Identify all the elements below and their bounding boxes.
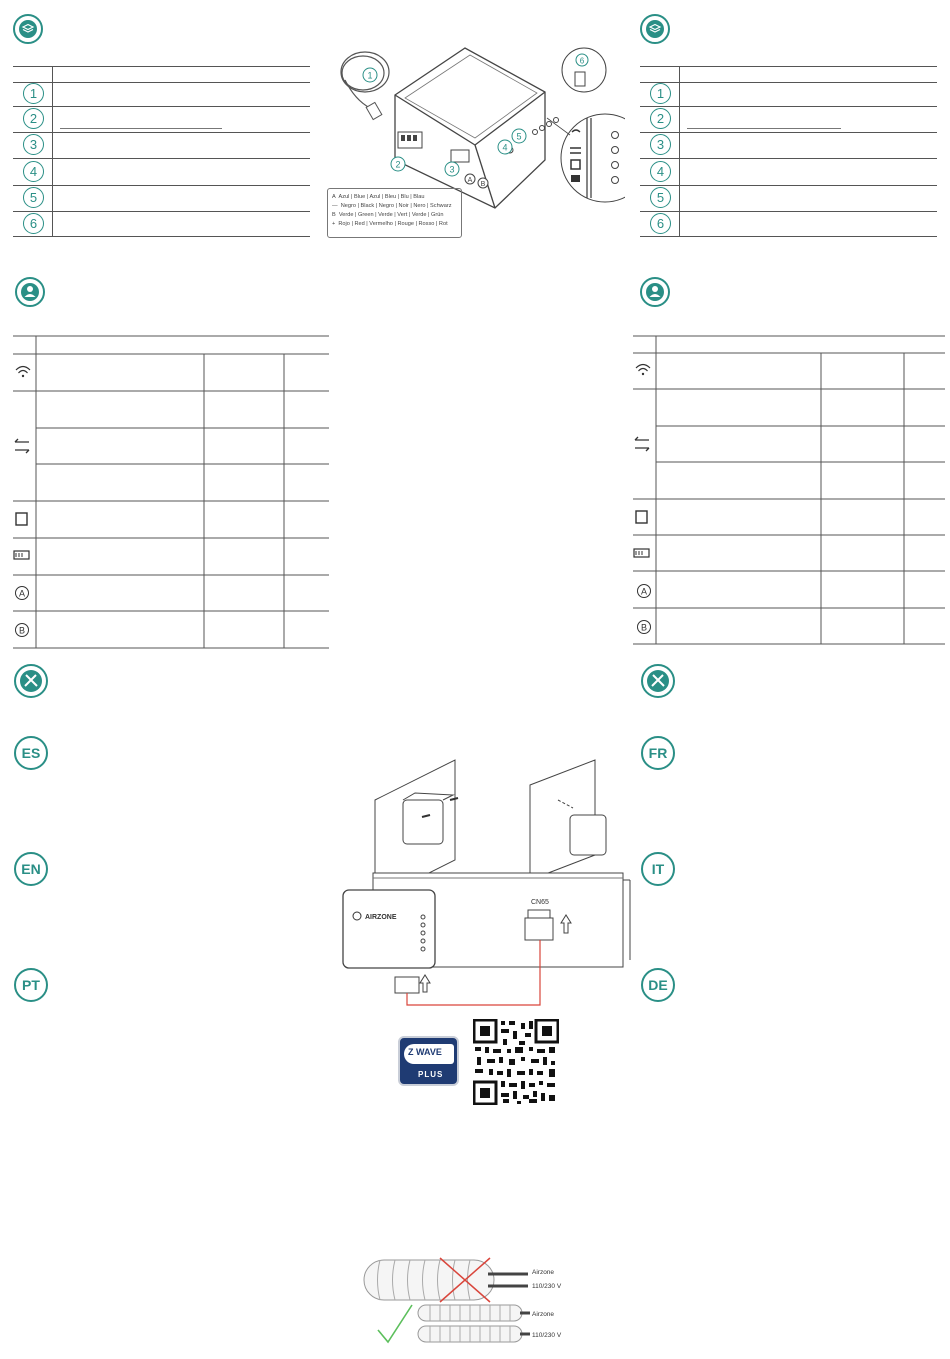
cable-label: 110/230 V bbox=[532, 1283, 562, 1290]
part-number: 5 bbox=[650, 187, 671, 208]
callout-2: 2 bbox=[395, 159, 401, 170]
language-badge-fr: FR bbox=[641, 736, 675, 770]
callout-4: 4 bbox=[502, 142, 508, 153]
qr-code bbox=[473, 1019, 559, 1105]
parts-table-left bbox=[13, 52, 310, 237]
cable-label: Airzone bbox=[532, 1269, 555, 1276]
cable-label: Airzone bbox=[532, 1311, 555, 1318]
legend-item: B Verde | Green | Verde | Vert | Verde | Grün bbox=[332, 212, 444, 218]
led-table-right bbox=[633, 335, 945, 645]
cable-color-legend bbox=[327, 188, 462, 238]
led-row-a: A bbox=[640, 586, 648, 597]
legend-item: — Negro | Black | Negro | Noir | Nero | Schwarz bbox=[332, 203, 452, 209]
part-number: 6 bbox=[650, 213, 671, 234]
callout-a: A bbox=[467, 177, 473, 184]
layers-icon bbox=[13, 14, 43, 44]
part-number: 2 bbox=[650, 108, 671, 129]
led-row-b: B bbox=[640, 622, 648, 633]
callout-3: 3 bbox=[449, 164, 455, 175]
callout-1: 1 bbox=[367, 70, 373, 81]
led-row-a: A bbox=[18, 588, 26, 599]
part-number: 3 bbox=[650, 134, 671, 155]
part-number: 3 bbox=[23, 134, 44, 155]
zwave-logo-text: Z WAVE bbox=[408, 1047, 442, 1057]
zwave-logo-plus: PLUS bbox=[418, 1070, 444, 1079]
user-icon bbox=[15, 277, 45, 307]
part-number: 5 bbox=[23, 187, 44, 208]
tools-icon bbox=[641, 664, 675, 698]
legend-item: A Azul | Blue | Azul | Bleu | Blu | Blau bbox=[332, 194, 425, 200]
language-badge-pt: PT bbox=[14, 968, 48, 1002]
cable-label: 110/230 V bbox=[532, 1332, 562, 1339]
callout-5: 5 bbox=[516, 131, 522, 142]
part-number: 4 bbox=[650, 161, 671, 182]
user-icon bbox=[640, 277, 670, 307]
language-badge-it: IT bbox=[641, 852, 675, 886]
led-table-left bbox=[13, 335, 329, 650]
installation-illustration bbox=[335, 755, 635, 1015]
language-badge-en: EN bbox=[14, 852, 48, 886]
callout-6: 6 bbox=[579, 56, 585, 66]
connector-label: CN65 bbox=[531, 899, 549, 906]
device-brand: AIRZONE bbox=[365, 914, 397, 921]
cable-separation-illustration bbox=[360, 1250, 590, 1350]
legend-item: + Rojo | Red | Vermelho | Rouge | Rosso | Rot bbox=[332, 221, 448, 227]
led-row-b: B bbox=[18, 625, 26, 636]
part-number: 4 bbox=[23, 161, 44, 182]
callout-b: B bbox=[480, 181, 486, 188]
parts-table-right bbox=[640, 52, 937, 237]
part-number: 1 bbox=[23, 83, 44, 104]
language-badge-de: DE bbox=[641, 968, 675, 1002]
language-badge-es: ES bbox=[14, 736, 48, 770]
layers-icon bbox=[640, 14, 670, 44]
tools-icon bbox=[14, 664, 48, 698]
part-number: 2 bbox=[23, 108, 44, 129]
zwave-logo bbox=[398, 1036, 459, 1086]
part-number: 1 bbox=[650, 83, 671, 104]
part-number: 6 bbox=[23, 213, 44, 234]
